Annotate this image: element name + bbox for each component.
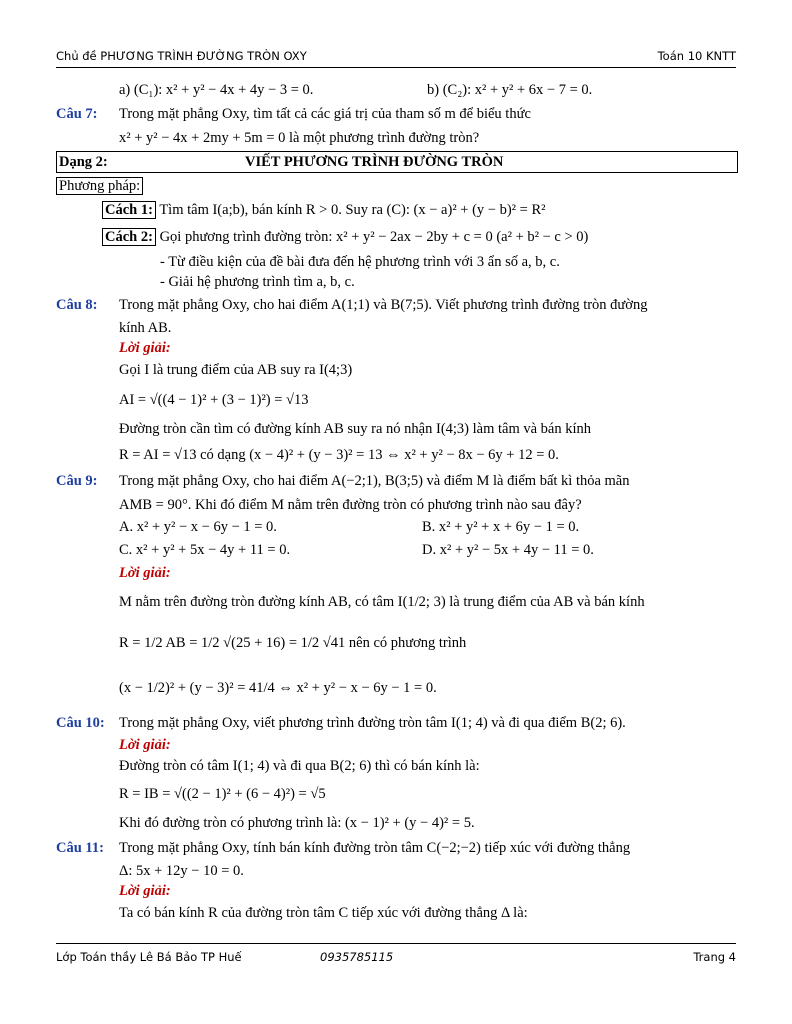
question-8-line-1: Trong mặt phẳng Oxy, cho hai điểm A(1;1) và B(7;5). Viết phương trình đường tròn đường — [119, 297, 648, 313]
footer-rule — [56, 943, 736, 944]
question-7-line-1: Trong mặt phẳng Oxy, tìm tất cả các giá trị của tham số m để biểu thức — [119, 106, 531, 122]
page-header — [56, 49, 736, 67]
method-1-label: Cách 1: — [102, 201, 156, 219]
question-9-solution-2: R = 1/2 AB = 1/2 √(25 + 16) = 1/2 √41 nên có phương trình — [119, 635, 467, 651]
question-9-solution-1: M nằm trên đường tròn đường kính AB, có tâm I(1/2; 3) là trung điểm của AB và bán kính — [119, 594, 645, 610]
question-8-solution-2: AI = √((4 − 1)² + (3 − 1)²) = √13 — [119, 392, 309, 408]
header-topic: Chủ đề PHƯƠNG TRÌNH ĐƯỜNG TRÒN OXY — [56, 49, 307, 63]
question-8-solution-label: Lời giải: — [119, 340, 171, 356]
question-10-solution-label: Lời giải: — [119, 737, 171, 753]
question-8-line-2: kính AB. — [119, 320, 172, 336]
question-9-solution-label: Lời giải: — [119, 565, 171, 581]
exercise-a: a) (C₁): x² + y² − 4x + 4y − 3 = 0. — [119, 82, 314, 98]
question-11-line-1: Trong mặt phẳng Oxy, tính bán kính đường tròn tâm C(−2;−2) tiếp xúc với đường thẳng — [119, 840, 631, 856]
question-10-solution-3: Khi đó đường tròn có phương trình là: (x − 1)² + (y − 4)² = 5. — [119, 815, 475, 831]
header-rule — [56, 67, 736, 68]
question-9-option-b: B. x² + y² + x + 6y − 1 = 0. — [422, 519, 580, 535]
method-2-label: Cách 2: — [102, 228, 156, 246]
question-9-option-a: A. x² + y² − x − 6y − 1 = 0. — [119, 519, 277, 535]
question-11-solution-1: Ta có bán kính R của đường tròn tâm C tiếp xúc với đường thẳng Δ là: — [119, 905, 528, 921]
header-course: Toán 10 KNTT — [657, 49, 736, 63]
question-10-label: Câu 10: — [56, 715, 105, 731]
section-label: Dạng 2: — [59, 154, 108, 170]
section-title: VIẾT PHƯƠNG TRÌNH ĐƯỜNG TRÒN — [245, 154, 504, 170]
question-10-solution-1: Đường tròn có tâm I(1; 4) và đi qua B(2; 6) thì có bán kính là: — [119, 758, 480, 774]
question-8-solution-4: R = AI = √13 có dạng (x − 4)² + (y − 3)² = 13 ⇔ x² + y² − 8x − 6y + 12 = 0. — [119, 447, 559, 463]
question-9-option-c: C. x² + y² + 5x − 4y + 11 = 0. — [119, 542, 291, 558]
footer-page-number: Trang 4 — [693, 950, 736, 964]
question-11-solution-label: Lời giải: — [119, 883, 171, 899]
exercise-b: b) (C₂): x² + y² + 6x − 7 = 0. — [427, 82, 593, 98]
question-8-label: Câu 8: — [56, 297, 98, 313]
footer-teacher: Lớp Toán thầy Lê Bá Bảo TP Huế — [56, 950, 242, 964]
method-2-text: Gọi phương trình đường tròn: x² + y² − 2ax − 2by + c = 0 (a² + b² − c > 0) — [159, 229, 589, 245]
question-8-solution-3: Đường tròn cần tìm có đường kính AB suy ra nó nhận I(4;3) làm tâm và bán kính — [119, 421, 592, 437]
question-8-solution-1: Gọi I là trung điểm của AB suy ra I(4;3) — [119, 362, 353, 378]
question-9-line-1: Trong mặt phẳng Oxy, cho hai điểm A(−2;1), B(3;5) và điểm M là điểm bất kì thỏa mãn — [119, 473, 630, 489]
page-footer — [56, 950, 736, 968]
question-10-line-1: Trong mặt phẳng Oxy, viết phương trình đường tròn tâm I(1; 4) và đi qua điểm B(2; 6). — [119, 715, 626, 731]
method-2-step-2: - Giải hệ phương trình tìm a, b, c. — [160, 274, 355, 290]
question-7-line-2: x² + y² − 4x + 2my + 5m = 0 là một phương trình đường tròn? — [119, 130, 480, 146]
question-9-solution-3: (x − 1/2)² + (y − 3)² = 41/4 ⇔ x² + y² − x − 6y − 1 = 0. — [119, 680, 437, 696]
section-box — [56, 151, 738, 173]
method-1 — [102, 200, 545, 220]
method-1-text: Tìm tâm I(a;b), bán kính R > 0. Suy ra (C): (x − a)² + (y − b)² = R² — [159, 202, 546, 218]
question-9-line-2: AMB = 90°. Khi đó điểm M nằm trên đường tròn có phương trình nào sau đây? — [119, 497, 582, 513]
question-7-label: Câu 7: — [56, 106, 98, 122]
method-label: Phương pháp: — [56, 177, 143, 195]
question-10-solution-2: R = IB = √((2 − 1)² + (6 − 4)²) = √5 — [119, 786, 326, 802]
question-11-line-2: Δ: 5x + 12y − 10 = 0. — [119, 863, 244, 879]
method-2 — [102, 227, 588, 247]
question-9-option-d: D. x² + y² − 5x + 4y − 11 = 0. — [422, 542, 594, 558]
question-11-label: Câu 11: — [56, 840, 104, 856]
method-heading — [56, 176, 143, 196]
method-2-step-1: - Từ điều kiện của đề bài đưa đến hệ phương trình với 3 ẩn số a, b, c. — [160, 254, 560, 270]
question-9-label: Câu 9: — [56, 473, 98, 489]
footer-phone: 0935785115 — [320, 950, 394, 964]
